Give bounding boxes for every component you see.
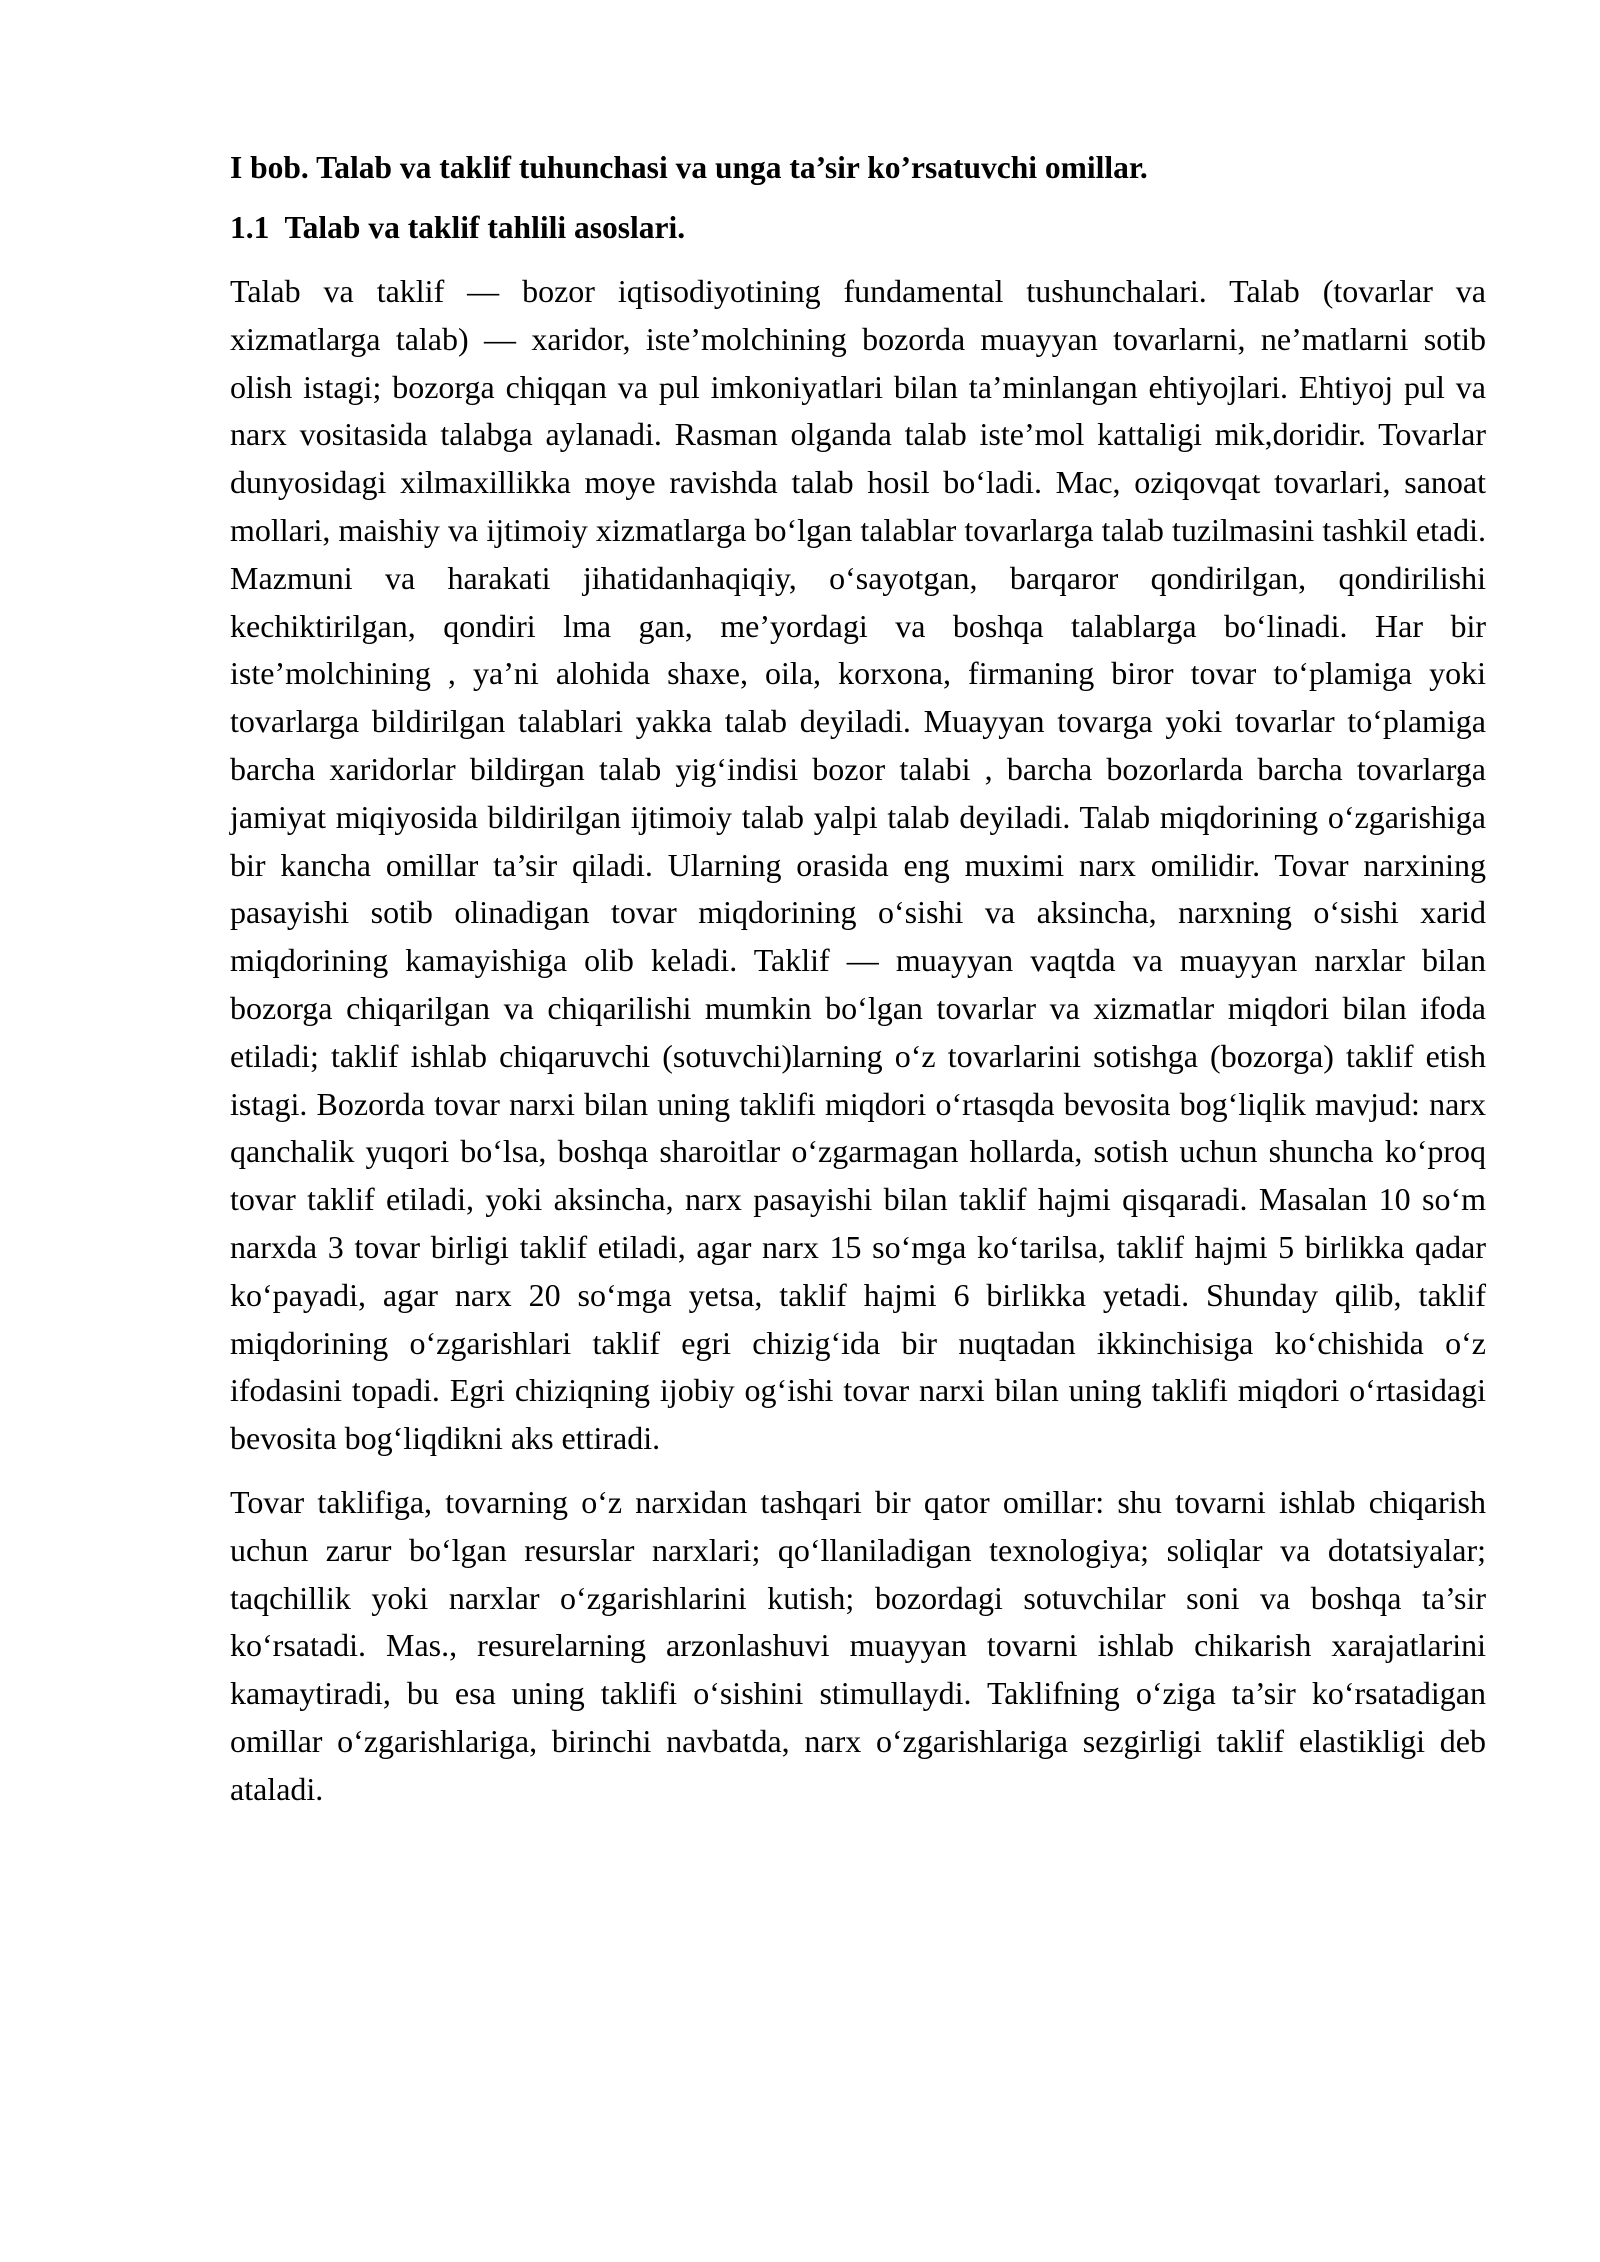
chapter-title: I bob. Talab va taklif tuhunchasi va unga ta’sir ko’rsatuvchi omillar. [230, 150, 1148, 185]
paragraph-supply-factors: Tovar taklifiga, tovarning oʻz narxidan tashqari bir qator omillar: shu tovarni ishlab chiqarish uchun zarur boʻlgan resurslar narxlari; qoʻllaniladigan texnologiya; soliqlar va dotatsiyalar; taqchillik yoki narxlar oʻzgarishlarini kutish; bozordagi sotuvchilar soni va boshqa ta’sir koʻrsatadi. Mas., resurelarning arzonlashuvi muayyan tovarni ishlab chikarish xarajatlarini kamaytiradi, bu esa uning taklifi oʻsishini stimullaydi. Taklifning oʻziga ta’sir koʻrsatadigan omillar oʻzgarishlariga, birinchi navbatda, narx oʻzgarishlariga sezgirligi taklif elastikligi deb ataladi. [230, 1483, 1486, 1807]
paragraph-demand-supply: Talab va taklif — bozor iqtisodiyotining fundamental tushunchalari. Talab (tovarlar va xizmatlarga talab) — xaridor, iste’molchining bozorda muayyan tovarlarni, ne’matlarni sotib olish istagi; bozorga chiqqan va pul imkoniyatlari bilan ta’minlangan ehtiyojlari. Ehtiyoj pul va narx vositasida talabga aylanadi. Rasman olganda talab iste’mol kattaligi mik,doridir. Tovarlar dunyosidagi xilmaxillikka moye ravishda talab hosil boʻladi. Mac, oziqovqat tovarlari, sanoat mollari, maishiy va ijtimoiy xizmatlarga boʻlgan talablar tovarlarga talab tuzilmasini tashkil etadi. Mazmuni va harakati jihatidanhaqiqiy, oʻsayotgan, barqaror qondirilgan, qondirilishi kechiktirilgan, qondiri lma gan, me’yordagi va boshqa talablarga boʻlinadi. Har bir iste’molchining , ya’ni alohida shaxe, oila, korxona, firmaning biror tovar toʻplamiga yoki tovarlarga bildirilgan talablari yakka talab deyiladi. Muayyan tovarga yoki tovarlar toʻplamiga barcha xaridorlar bildirgan talab yigʻindisi bozor talabi , barcha bozorlarda barcha tovarlarga jamiyat miqiyosida bildirilgan ijtimoiy talab yalpi talab deyiladi. Talab miqdorining oʻzgarishiga bir kancha omillar ta’sir qiladi. Ularning orasida eng muximi narx omilidir. Tovar narxining pasayishi sotib olinadigan tovar miqdorining oʻsishi va aksincha, narxning oʻsishi xarid miqdorining kamayishiga olib keladi. Taklif — muayyan vaqtda va muayyan narxlar bilan bozorga chiqarilgan va chiqarilishi mumkin boʻlgan tovarlar va xizmatlar miqdori bilan ifoda etiladi; taklif ishlab chiqaruvchi (sotuvchi)larning oʻz tovarlarini sotishga (bozorga) taklif etish istagi. Bozorda tovar narxi bilan uning taklifi miqdori oʻrtasqda bevosita bogʻliqlik mavjud: narx qanchalik yuqori boʻlsa, boshqa sharoitlar oʻzgarmagan hollarda, sotish uchun shuncha koʻproq tovar taklif etiladi, yoki aksincha, narx pasayishi bilan taklif hajmi qisqaradi. Masalan 10 soʻm narxda 3 tovar birligi taklif etiladi, agar narx 15 soʻmga koʻtarilsa, taklif hajmi 5 birlikka qadar koʻpayadi, agar narx 20 soʻmga yetsa, taklif hajmi 6 birlikka yetadi. Shunday qilib, taklif miqdorining oʻzgarishlari taklif egri chizigʻida bir nuqtadan ikkinchisiga koʻchishida oʻz ifodasini topadi. Egri chiziqning ijobiy ogʻishi tovar narxi bilan uning taklifi miqdori oʻrtasidagi bevosita bogʻliqdikni aks ettiradi. [230, 273, 1486, 1457]
document-page [230, 148, 1486, 1830]
section-title: 1.1 Talab va taklif tahlili asoslari. [230, 210, 686, 245]
